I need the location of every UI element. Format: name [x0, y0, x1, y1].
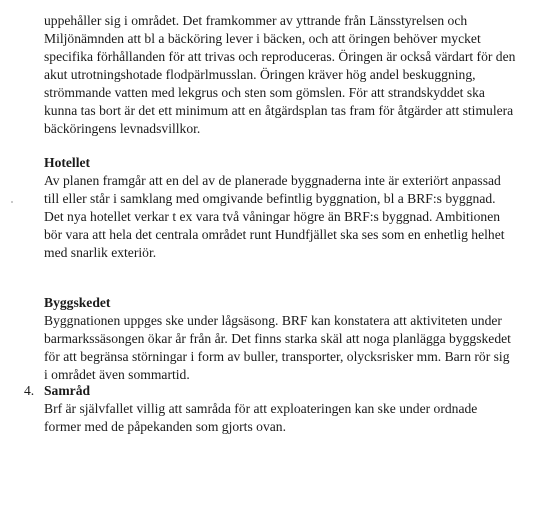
intro-line: bäcköringens levnadsvillkor. [44, 121, 201, 136]
intro-line: Miljönämnden att bl a bäcköring lever i bäcken, och att öringen behöver mycket [44, 31, 481, 46]
intro-line: uppehåller sig i området. Det framkommer av yttrande från Länsstyrelsen och [44, 13, 468, 28]
section-heading-construction: Byggskedet [44, 295, 111, 310]
hotel-line: bör vara att hela det centrala området runt Hundfjället ska ses som en enhetlig helhet [44, 227, 505, 242]
consultation-line: former med de påpekanden som gjorts ovan. [44, 419, 286, 434]
hotel-line: med snarlik exteriör. [44, 245, 157, 260]
construction-line: Byggnationen uppges ske under lågsäsong. BRF kan konstatera att aktiviteten under [44, 313, 502, 328]
list-number: 4. [24, 383, 35, 398]
section-heading-consultation: Samråd [44, 383, 91, 398]
construction-line: i området även sommartid. [44, 367, 190, 382]
consultation-line: Brf är självfallet villig att samråda för att exploateringen kan ske under ordnade [44, 401, 478, 416]
hotel-line: till eller står i samklang med omgivande befintlig byggnation, bl a BRF:s byggnad. [44, 191, 496, 206]
intro-line: akut utrotningshotade flodpärlmusslan. Öringen kräver hög andel beskuggning, [44, 67, 476, 82]
scan-speck [11, 201, 13, 203]
intro-line: kunna tas bort är det ett minimum att en åtgärdsplan tas fram för åtgärder att stimulera [44, 103, 514, 118]
hotel-line: Det nya hotellet verkar t ex vara två våningar högre än BRF:s byggnad. Ambitionen [44, 209, 501, 224]
section-heading-hotel: Hotellet [44, 155, 91, 170]
construction-line: för att begränsa störningar i form av buller, transporter, olycksrisker mm. Barn rör sig [44, 349, 510, 364]
intro-line: specifika förhållanden för att trivas och reproduceras. Öringen är också värdart för den [44, 49, 516, 64]
hotel-line: Av planen framgår att en del av de planerade byggnaderna inte är exteriört anpassad [44, 173, 501, 188]
intro-line: strömmande vatten med lekgrus och sten som gömslen. För att strandskyddet ska [44, 85, 485, 100]
construction-line: barmarkssäsongen ökar år från år. Det finns starka skäl att noga planlägga byggskedet [44, 331, 511, 346]
